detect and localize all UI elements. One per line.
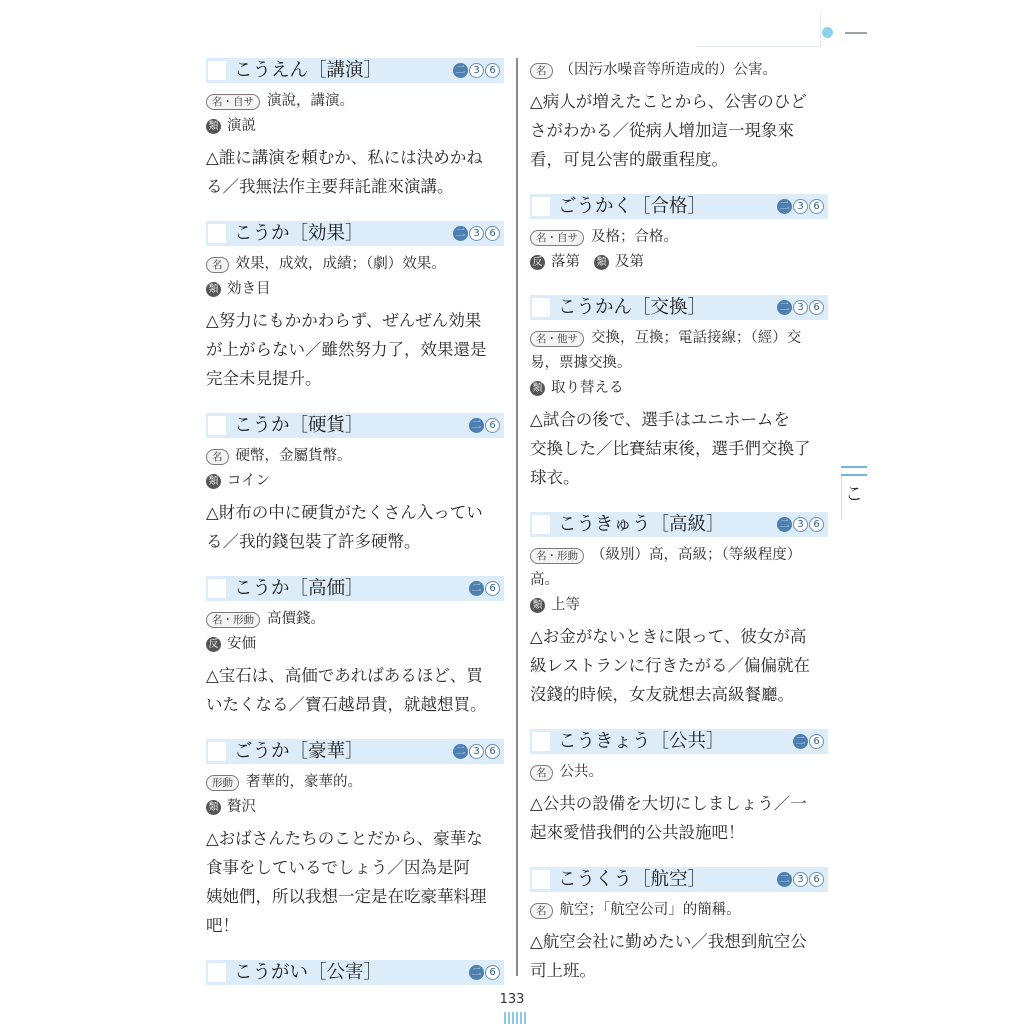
left-column	[206, 58, 504, 991]
level-marks	[453, 743, 500, 760]
definition-text: 効き目	[227, 281, 271, 297]
top-decoration-dot	[822, 27, 833, 38]
example-sentence	[206, 824, 504, 940]
level-mark-two: 二	[777, 300, 792, 315]
entry-headword: こうか［効果］	[234, 223, 364, 244]
relation-mark: 類	[530, 598, 545, 613]
definition-text: 交換，互換；電話接線；（經）交	[591, 330, 802, 346]
entry-header[interactable]	[530, 867, 828, 892]
entry-spacer	[206, 719, 504, 739]
part-of-speech-tag: 名	[530, 63, 553, 79]
level-mark-six: 6	[809, 734, 824, 749]
part-of-speech-tag: 名・自サ	[530, 230, 584, 246]
level-mark-three: 3	[469, 744, 484, 759]
definition-text: （級別）高，高級；（等級程度）	[591, 547, 802, 563]
entry-headword: こうか［硬貨］	[234, 415, 364, 436]
relation-mark: 類	[594, 255, 609, 270]
relation-mark: 類	[206, 800, 221, 815]
example-line: 球衣。	[530, 468, 580, 487]
side-tab-bars	[841, 466, 867, 476]
definition-line	[530, 326, 828, 351]
dictionary-entry	[530, 295, 828, 492]
page-stripes	[504, 1012, 528, 1024]
definition-line	[206, 770, 504, 795]
entry-header[interactable]	[206, 413, 504, 438]
level-marks	[469, 580, 500, 597]
definition-text: 及格；合格。	[591, 229, 678, 245]
definition-line	[206, 632, 504, 657]
right-column	[530, 58, 828, 985]
example-sentence	[530, 927, 828, 985]
definition-text: 落第	[551, 254, 580, 270]
definition-text: 安価	[227, 636, 256, 652]
entry-header[interactable]	[206, 576, 504, 601]
relation-mark: 類	[206, 474, 221, 489]
definition-text: 演說，講演。	[267, 93, 354, 109]
entry-headword: ごうかく［合格］	[558, 196, 707, 217]
example-line: さがわかる／從病人增加這一現象來	[530, 121, 794, 140]
part-of-speech-tag: 名・自サ	[206, 94, 260, 110]
part-of-speech-tag: 名・形動	[206, 612, 260, 628]
example-line: 完全未見提升。	[206, 369, 322, 388]
example-line: △お金がないときに限って、彼女が高	[530, 627, 807, 646]
definition-text: 效果，成效，成績；（劇）效果。	[235, 256, 446, 272]
level-mark-two: 二	[453, 63, 468, 78]
relation-mark: 反	[530, 255, 545, 270]
part-of-speech-tag: 名・他サ	[530, 331, 584, 347]
example-line: △公共の設備を大切にしましょう／一	[530, 794, 807, 813]
level-mark-two: 二	[777, 517, 792, 532]
definition-text: 取り替える	[551, 380, 624, 396]
top-decoration-frame	[696, 14, 821, 47]
dictionary-entry	[530, 729, 828, 847]
dictionary-entry	[530, 194, 828, 275]
example-line: が上がらない／雖然努力了，效果還是	[206, 340, 487, 359]
entry-checkbox[interactable]	[208, 61, 226, 80]
entry-header[interactable]	[206, 960, 504, 985]
definition-line	[530, 225, 828, 250]
entry-spacer	[530, 709, 828, 729]
dictionary-entry	[206, 58, 504, 201]
example-line: 看，可見公害的嚴重程度。	[530, 150, 728, 169]
entry-header[interactable]	[530, 194, 828, 219]
level-mark-six: 6	[485, 418, 500, 433]
entry-checkbox[interactable]	[532, 870, 550, 889]
definition-line	[206, 795, 504, 820]
level-marks	[777, 871, 824, 888]
example-sentence	[206, 498, 504, 556]
example-line: 食事をしているでしょう／因為是阿	[206, 858, 470, 877]
entry-headword: こうきゅう［高級］	[558, 514, 725, 535]
entry-spacer	[530, 174, 828, 194]
entry-headword: こうくう［航空］	[558, 869, 707, 890]
level-mark-two: 二	[453, 226, 468, 241]
definition-line	[530, 898, 828, 923]
level-mark-three: 3	[469, 226, 484, 241]
level-marks	[793, 733, 824, 750]
level-mark-three: 3	[793, 300, 808, 315]
definition-line	[530, 568, 828, 593]
entry-header[interactable]	[206, 221, 504, 246]
example-line: 交換した／比賽結束後，選手們交換了	[530, 439, 811, 458]
level-mark-two: 二	[469, 965, 484, 980]
part-of-speech-tag: 名・形動	[530, 548, 584, 564]
dictionary-entry	[206, 960, 504, 985]
definition-text: 高。	[530, 572, 559, 588]
example-line: △宝石は、高価であればあるほど、買	[206, 666, 483, 685]
entry-spacer	[530, 492, 828, 512]
example-sentence	[530, 622, 828, 709]
entry-headword: こうきょう［公共］	[558, 731, 725, 752]
side-index-tab[interactable]	[841, 466, 867, 522]
example-line: △試合の後で、選手はユニホームを	[530, 410, 790, 429]
entry-checkbox[interactable]	[532, 732, 550, 751]
level-mark-six: 6	[809, 517, 824, 532]
definition-text: 公共。	[559, 764, 603, 780]
entry-spacer	[530, 275, 828, 295]
level-marks	[453, 62, 500, 79]
example-line: 級レストランに行きたがる／偏偏就在	[530, 656, 811, 675]
entry-checkbox[interactable]	[532, 298, 550, 317]
definition-line	[206, 277, 504, 302]
level-mark-two: 二	[469, 581, 484, 596]
definition-line	[530, 593, 828, 618]
definition-line	[206, 607, 504, 632]
entry-spacer	[206, 940, 504, 960]
level-mark-three: 3	[793, 199, 808, 214]
definition-text: 航空；「航空公司」的簡稱。	[559, 902, 741, 918]
definition-text: （因污水噪音等所造成的）公害。	[559, 62, 777, 78]
example-line: 起來愛惜我們的公共設施吧！	[530, 823, 745, 842]
definition-text: 贅沢	[227, 799, 256, 815]
level-mark-six: 6	[809, 199, 824, 214]
dictionary-entry	[206, 739, 504, 940]
definition-line	[530, 760, 828, 785]
example-line: 沒錢的時候，女友就想去高級餐廳。	[530, 685, 794, 704]
definition-line	[530, 58, 828, 83]
entry-headword: こうがい［公害］	[234, 962, 383, 983]
example-line: 司上班。	[530, 961, 596, 980]
entry-checkbox[interactable]	[208, 742, 226, 761]
column-divider	[516, 58, 518, 976]
dictionary-entry	[206, 413, 504, 556]
entry-headword: こうかん［交換］	[558, 297, 707, 318]
definition-line	[206, 114, 504, 139]
definition-text: 上等	[551, 597, 580, 613]
definition-text: コイン	[227, 473, 271, 489]
example-sentence	[206, 306, 504, 393]
dictionary-entry	[530, 58, 828, 174]
entry-header[interactable]	[206, 739, 504, 764]
level-marks	[453, 225, 500, 242]
entry-checkbox[interactable]	[532, 515, 550, 534]
entry-spacer	[206, 556, 504, 576]
level-marks	[777, 198, 824, 215]
definition-line	[206, 89, 504, 114]
example-line: △努力にもかかわらず、ぜんぜん効果	[206, 311, 482, 330]
side-tab-kana: こ	[845, 484, 863, 505]
level-mark-six: 6	[485, 965, 500, 980]
example-line: △おばさんたちのことだから、豪華な	[206, 829, 483, 848]
level-marks	[777, 516, 824, 533]
level-mark-two: 二	[793, 734, 808, 749]
entry-header[interactable]	[206, 58, 504, 83]
entry-header[interactable]	[530, 295, 828, 320]
example-line: いたくなる／寶石越昂貴，就越想買。	[206, 695, 487, 714]
definition-text: 奢華的，豪華的。	[246, 774, 362, 790]
definition-line	[206, 252, 504, 277]
entry-headword: ごうか［豪華］	[234, 741, 364, 762]
part-of-speech-tag: 名	[530, 903, 553, 919]
entry-spacer	[530, 847, 828, 867]
entry-spacer	[206, 393, 504, 413]
level-mark-three: 3	[793, 872, 808, 887]
entry-checkbox[interactable]	[208, 579, 226, 598]
level-marks	[469, 417, 500, 434]
example-line: △誰に講演を頼むか、私には決めかね	[206, 148, 483, 167]
definition-line	[530, 250, 828, 275]
definition-text: 及第	[615, 254, 644, 270]
level-mark-six: 6	[485, 226, 500, 241]
entry-headword: こうえん［講演］	[234, 60, 383, 81]
entry-checkbox[interactable]	[208, 963, 226, 982]
dictionary-entry	[530, 512, 828, 709]
level-mark-six: 6	[485, 63, 500, 78]
level-mark-six: 6	[485, 744, 500, 759]
example-sentence	[530, 789, 828, 847]
definition-text: 演説	[227, 118, 256, 134]
definition-text: 高價錢。	[267, 611, 325, 627]
level-mark-three: 3	[469, 63, 484, 78]
entry-header[interactable]	[530, 512, 828, 537]
example-sentence	[530, 405, 828, 492]
relation-mark: 類	[206, 119, 221, 134]
dictionary-entry	[206, 576, 504, 719]
definition-line	[530, 351, 828, 376]
part-of-speech-tag: 名	[206, 257, 229, 273]
definition-line	[530, 543, 828, 568]
level-mark-six: 6	[809, 872, 824, 887]
level-mark-two: 二	[453, 744, 468, 759]
relation-mark: 類	[530, 381, 545, 396]
entry-headword: こうか［高価］	[234, 578, 364, 599]
level-mark-two: 二	[777, 872, 792, 887]
example-line: 姨她們，所以我想一定是在吃豪華料理	[206, 887, 487, 906]
definition-line	[206, 469, 504, 494]
side-tab-edge	[841, 476, 842, 520]
example-sentence	[206, 143, 504, 201]
relation-mark: 類	[206, 282, 221, 297]
entry-header[interactable]	[530, 729, 828, 754]
example-line: る／我無法作主要拜託誰來演講。	[206, 177, 454, 196]
dictionary-entry	[530, 867, 828, 985]
example-line: △財布の中に硬貨がたくさん入ってい	[206, 503, 483, 522]
definition-line	[206, 444, 504, 469]
entry-checkbox[interactable]	[208, 224, 226, 243]
level-mark-six: 6	[809, 300, 824, 315]
entry-checkbox[interactable]	[208, 416, 226, 435]
part-of-speech-tag: 名	[530, 765, 553, 781]
level-mark-two: 二	[469, 418, 484, 433]
part-of-speech-tag: 名	[206, 449, 229, 465]
definition-text: 易，票據交換。	[530, 355, 632, 371]
level-marks	[469, 964, 500, 981]
relation-mark: 反	[206, 637, 221, 652]
example-line: △病人が増えたことから、公害のひど	[530, 92, 807, 111]
level-mark-three: 3	[793, 517, 808, 532]
definition-line	[530, 376, 828, 401]
entry-spacer	[206, 201, 504, 221]
level-mark-two: 二	[777, 199, 792, 214]
definition-text: 硬幣，金屬貨幣。	[235, 448, 352, 464]
example-line: 吧！	[206, 916, 239, 935]
dictionary-entry	[206, 221, 504, 393]
example-line: △航空会社に勤めたい／我想到航空公	[530, 932, 807, 951]
example-line: る／我的錢包裝了許多硬幣。	[206, 532, 421, 551]
part-of-speech-tag: 形動	[206, 775, 239, 791]
level-marks	[777, 299, 824, 316]
page-number: 133	[499, 992, 525, 1007]
example-sentence	[206, 661, 504, 719]
top-decoration-line	[845, 32, 867, 34]
entry-checkbox[interactable]	[532, 197, 550, 216]
level-mark-six: 6	[485, 581, 500, 596]
example-sentence	[530, 87, 828, 174]
